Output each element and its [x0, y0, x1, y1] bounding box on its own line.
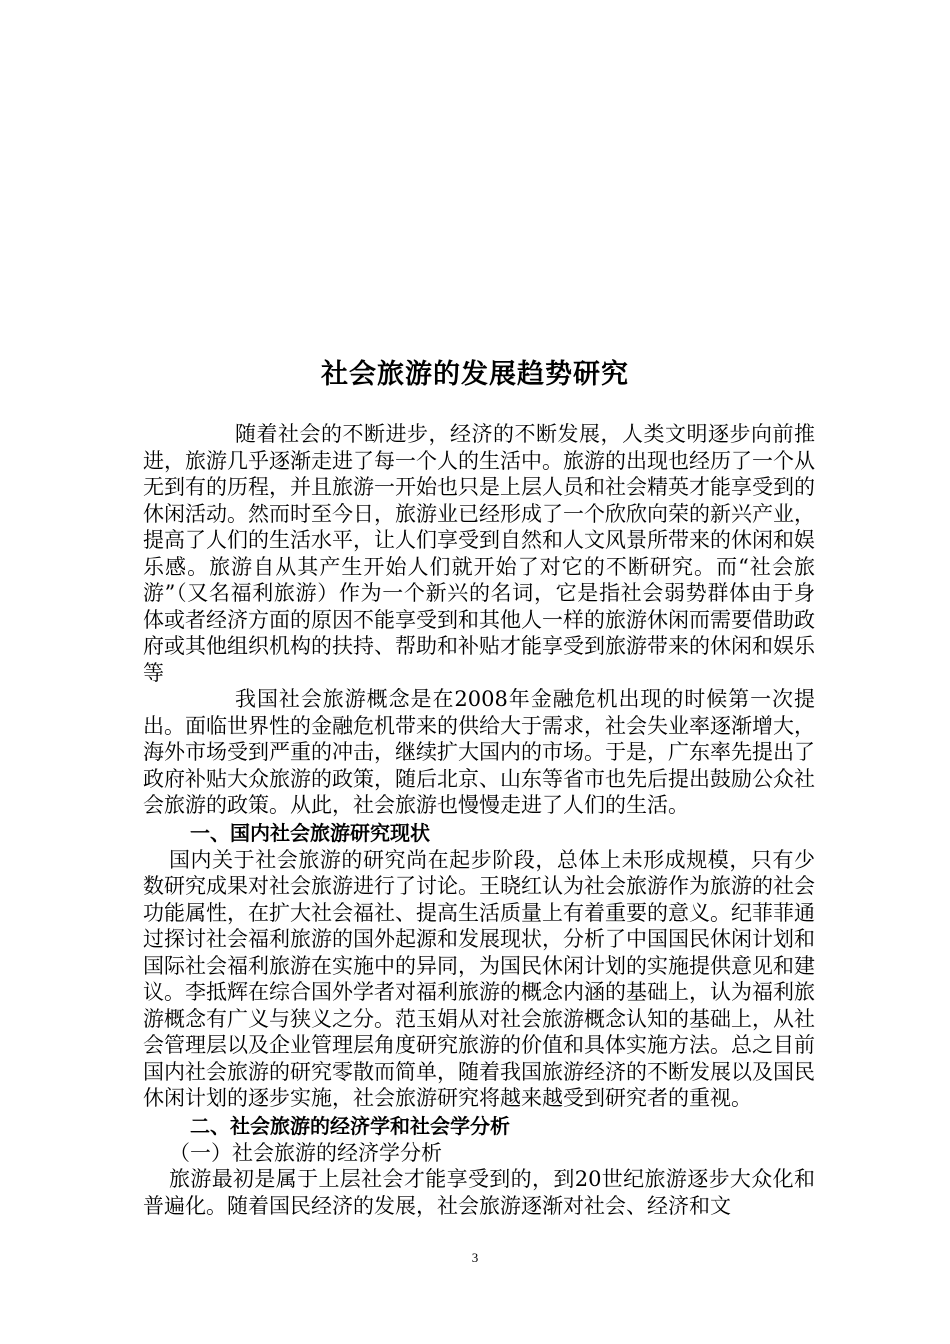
- section-heading-1: 一、国内社会旅游研究现状: [190, 820, 430, 845]
- subsection-heading-1: （一）社会旅游的经济学分析: [169, 1140, 442, 1165]
- section-heading-2: 二、社会旅游的经济学和社会学分析: [190, 1113, 510, 1138]
- document-title: 社会旅游的发展趋势研究: [321, 359, 629, 390]
- section-1-paragraph: 国内关于社会旅游的研究尚在起步阶段，总体上未形成规模，只有少数研究成果对社会旅游进行了讨论。王晓红认为社会旅游作为旅游的社会功能属性，在扩大社会福社、提高生活质量上有着重要的意义。纪菲菲通过探讨社会福利旅游的国外起源和发展现状，分析了中国国民休闲计划和国际社会福利旅游在实施中的异同，为国民休闲计划的实施提供意见和建议。李抵辉在综合国外学者对福利旅游的概念内涵的基础上，认为福利旅游概念有广义与狭义之分。范玉娟从对社会旅游概念认知的基础上，从社会管理层以及企业管理层角度研究旅游的价值和具体实施方法。总之目前国内社会旅游的研究零散而简单，随着我国旅游经济的不断发展以及国民休闲计划的逐步实施，社会旅游研究将越来越受到研究者的重视。: [143, 847, 815, 1110]
- page-number: 3: [471, 1250, 479, 1265]
- subsection-1-paragraph: 旅游最初是属于上层社会才能享受到的，到20世纪旅游逐步大众化和普遍化。随着国民经济的发展，社会旅游逐渐对社会、经济和文: [143, 1167, 815, 1218]
- intro-paragraph-2: 我国社会旅游概念是在2008年金融危机出现的时候第一次提出。面临世界性的金融危机带来的供给大于需求，社会失业率逐渐增大，海外市场受到严重的冲击，继续扩大国内的市场。于是，广东率先提出了政府补贴大众旅游的政策，随后北京、山东等省市也先后提出鼓励公众社会旅游的政策。从此，社会旅游也慢慢走进了人们的生活。: [143, 687, 815, 817]
- document-body: [143, 421, 815, 1219]
- intro-paragraph-1: 随着社会的不断进步，经济的不断发展，人类文明逐步向前推进，旅游几乎逐渐走进了每一个人的生活中。旅游的出现也经历了一个从无到有的历程，并且旅游一开始也只是上层人员和社会精英才能享受到的休闲活动。然而时至今日，旅游业已经形成了一个欣欣向荣的新兴产业，提高了人们的生活水平，让人们享受到自然和人文风景所带来的休闲和娱乐感。旅游自从其产生开始人们就开始了对它的不断研究。而“社会旅游”（又名福利旅游）作为一个新兴的名词，它是指社会弱势群体由于身体或者经济方面的原因不能享受到和其他人一样的旅游休闲而需要借助政府或其他组织机构的扶持、帮助和补贴才能享受到旅游带来的休闲和娱乐等: [143, 422, 815, 685]
